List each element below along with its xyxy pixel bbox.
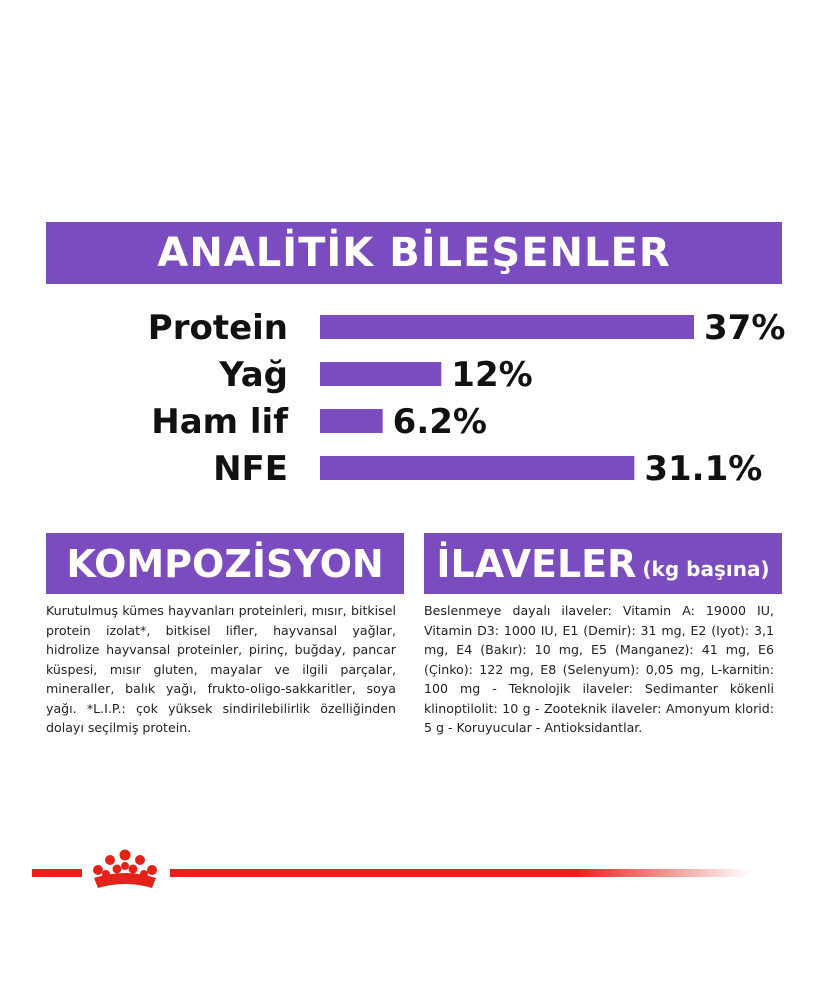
brand-line-right — [170, 869, 750, 877]
composition-title: KOMPOZİSYON — [66, 541, 384, 586]
bar-value-yag: 12% — [451, 355, 533, 395]
additives-title: İLAVELER — [436, 541, 637, 586]
bar-label-nfe: NFE — [213, 449, 288, 489]
additives-text: Beslenmeye dayalı ilaveler: Vitamin A: 19000 IU, Vitamin D3: 1000 IU, E1 (Demir): 31 mg, E2 (Iyot): 3,1 mg, E4 (Bakır): 10 mg, E5 (Manganez): 41 mg, E6 (Çinko): 122 mg, E8 (Selenyum): 0,05 mg, L-karnitin: 100 mg - Teknolojik ilaveler: Sedimanter kökenli klinoptilolit: 10 g - Zooteknik ilaveler: Amonyum klorid: 5 g - Koruyucular - Antioksidantlar. — [424, 603, 774, 735]
bar-label-yag: Yağ — [219, 355, 288, 395]
bar-value-protein: 37% — [704, 308, 786, 348]
page-title: ANALİTİK BİLEŞENLER — [157, 230, 671, 276]
bar-value-ham-lif: 6.2% — [392, 402, 487, 442]
brand-line-left — [32, 869, 82, 877]
bar-value-nfe: 31.1% — [644, 449, 763, 489]
royal-canin-crown-icon — [86, 848, 164, 892]
bar-label-ham-lif: Ham lif — [151, 402, 288, 442]
bar-label-protein: Protein — [147, 308, 288, 348]
additives-subtitle: (kg başına) — [642, 556, 770, 581]
composition-text: Kurutulmuş kümes hayvanları proteinleri, mısır, bitkisel protein izolat*, bitkisel lifler, hayvansal yağlar, hidrolize hayvansal proteinler, pirinç, buğday, pancar küspesi, mısır gluten, mayalar ve ilgili parçalar, mineraller, balık yağı, frukto-oligo-sakkaritler, soya yağı. *L.I.P.: çok yüksek sindirilebilirlik özelliğinden dolayı seçilmiş protein. — [46, 603, 396, 735]
bar-protein — [320, 315, 694, 339]
additives-header — [424, 533, 782, 594]
bar-yag — [320, 362, 441, 386]
bar-ham-lif — [320, 409, 383, 433]
bar-nfe — [320, 456, 634, 480]
composition-header — [46, 533, 404, 594]
